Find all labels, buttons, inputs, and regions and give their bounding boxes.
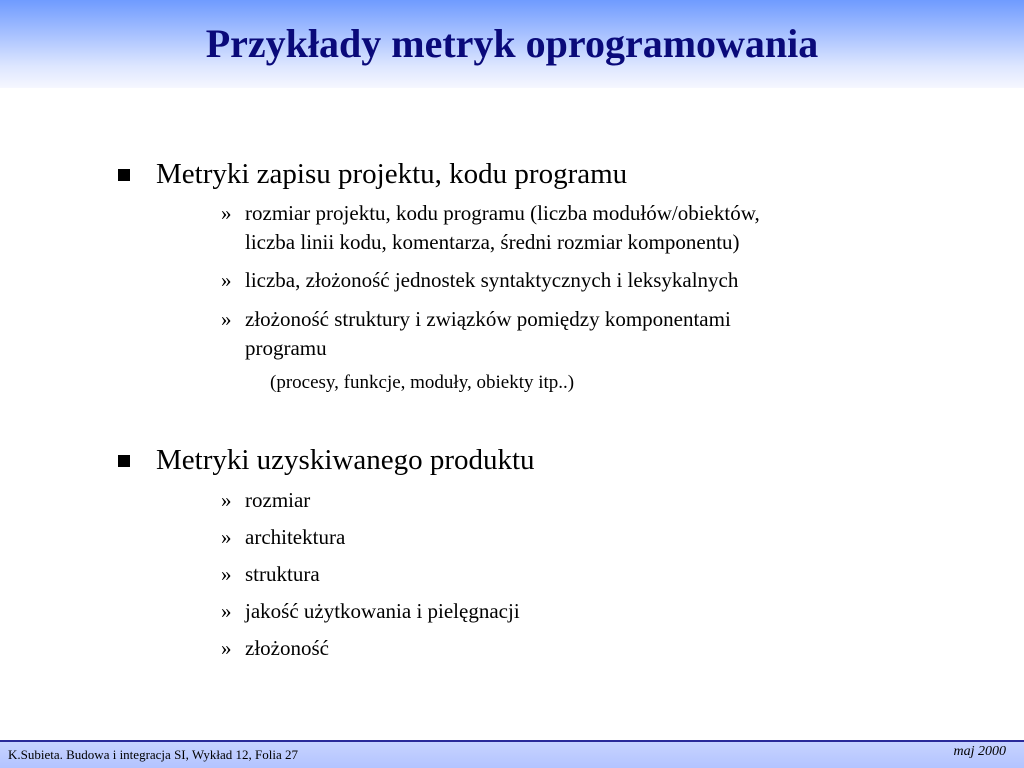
sub-bullet-text: programu — [245, 336, 327, 360]
raquo-icon: » — [221, 599, 232, 623]
sub-bullet-text: złożoność — [245, 636, 329, 660]
square-bullet-icon — [118, 455, 130, 467]
square-bullet-icon — [118, 169, 130, 181]
footer — [0, 742, 1024, 768]
sub-bullet-text: złożoność struktury i związków pomiędzy komponentami — [245, 307, 731, 331]
sub-bullet-text: liczba, złożoność jednostek syntaktycznych i leksykalnych — [245, 268, 739, 292]
footer-date: maj 2000 — [953, 744, 1006, 759]
sub-bullet-text: rozmiar — [245, 488, 311, 512]
sub-bullet-text: architektura — [245, 525, 346, 549]
slide-title: Przykłady metryk oprogramowania — [205, 21, 819, 66]
sub-bullet-text: rozmiar projektu, kodu programu (liczba modułów/obiektów, — [245, 201, 760, 225]
footer-credit: K.Subieta. Budowa i integracja SI, Wykład 12, Folia 27 — [8, 747, 298, 762]
raquo-icon: » — [221, 201, 232, 225]
raquo-icon: » — [221, 268, 232, 292]
raquo-icon: » — [221, 525, 232, 549]
sub-bullet-text: jakość użytkowania i pielęgnacji — [245, 599, 520, 623]
sub-bullet-text: liczba linii kodu, komentarza, średni rozmiar komponentu) — [245, 230, 740, 254]
raquo-icon: » — [221, 307, 232, 331]
raquo-icon: » — [221, 636, 232, 660]
raquo-icon: » — [221, 488, 232, 512]
section-heading: Metryki zapisu projektu, kodu programu — [156, 158, 628, 190]
sub-bullet-note: (procesy, funkcje, moduły, obiekty itp..) — [270, 372, 575, 393]
section-heading: Metryki uzyskiwanego produktu — [156, 444, 535, 476]
raquo-icon: » — [221, 562, 232, 586]
sub-bullet-text: struktura — [245, 562, 320, 586]
